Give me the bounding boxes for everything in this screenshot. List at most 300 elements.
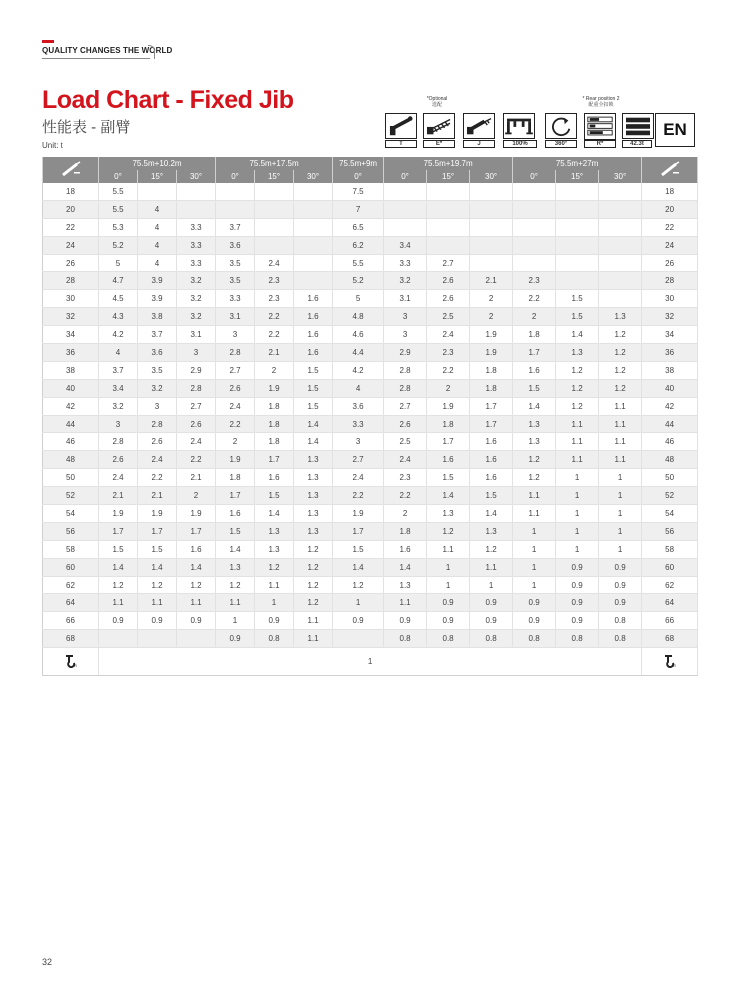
load-cell: 2.4	[99, 469, 138, 487]
load-cell: 6.2	[333, 236, 384, 254]
load-cell: 1.2	[599, 344, 642, 362]
load-cell: 0.9	[556, 612, 599, 630]
table-row	[43, 308, 698, 326]
load-cell: 0.9	[513, 594, 556, 612]
load-cell: 1.6	[294, 344, 333, 362]
angle-header: 15°	[556, 170, 599, 183]
load-cell: 3.7	[99, 361, 138, 379]
load-cell	[599, 200, 642, 218]
load-cell	[294, 218, 333, 236]
load-cell: 2.3	[255, 272, 294, 290]
load-cell: 2.1	[177, 469, 216, 487]
load-cell: 1.7	[470, 397, 513, 415]
radius-cell: 42	[642, 397, 698, 415]
load-cell: 1.1	[384, 594, 427, 612]
table-row	[43, 576, 698, 594]
radius-cell: 66	[43, 612, 99, 630]
load-cell: 1.1	[599, 415, 642, 433]
load-cell: 2.9	[177, 361, 216, 379]
page-subtitle: 性能表 - 副臂	[42, 119, 131, 136]
load-cell: 3.8	[138, 308, 177, 326]
table-row	[43, 469, 698, 487]
load-cell: 0.9	[177, 612, 216, 630]
load-cell: 1.2	[556, 379, 599, 397]
angle-header: 0°	[99, 170, 138, 183]
load-cell: 1.1	[556, 433, 599, 451]
load-cell: 1.7	[138, 522, 177, 540]
load-cell: 0.9	[470, 594, 513, 612]
load-cell	[470, 200, 513, 218]
table-row	[43, 451, 698, 469]
radius-cell: 26	[642, 254, 698, 272]
load-cell: 1.4	[427, 487, 470, 505]
load-cell: 3.3	[384, 254, 427, 272]
radius-cell: 40	[642, 379, 698, 397]
load-cell: 5.2	[333, 272, 384, 290]
load-cell: 2	[470, 290, 513, 308]
load-cell: 1.6	[294, 326, 333, 344]
load-cell: 1.1	[294, 630, 333, 648]
load-cell: 1.1	[177, 594, 216, 612]
load-cell: 3.5	[216, 254, 255, 272]
load-cell: 1.1	[427, 540, 470, 558]
load-cell: 3.7	[138, 326, 177, 344]
load-cell	[556, 254, 599, 272]
radius-cell: 62	[43, 576, 99, 594]
load-cell	[294, 236, 333, 254]
table-row	[43, 505, 698, 523]
load-cell: 4	[138, 236, 177, 254]
load-cell: 0.9	[99, 612, 138, 630]
load-cell: 3.6	[333, 397, 384, 415]
angle-header: 30°	[294, 170, 333, 183]
load-cell: 1	[556, 505, 599, 523]
table-row	[43, 361, 698, 379]
load-cell: 1.3	[470, 522, 513, 540]
brand-underline	[42, 58, 150, 59]
load-cell: 1.8	[255, 397, 294, 415]
angle-header: 0°	[384, 170, 427, 183]
radius-cell: 22	[43, 218, 99, 236]
load-cell	[294, 200, 333, 218]
load-cell: 1.2	[470, 540, 513, 558]
radius-cell: 26	[43, 254, 99, 272]
load-cell: 3.5	[138, 361, 177, 379]
load-cell: 2	[384, 505, 427, 523]
page-number: 32	[42, 957, 53, 967]
load-cell: 1	[599, 522, 642, 540]
load-cell: 1.4	[333, 558, 384, 576]
radius-cell: 40	[43, 379, 99, 397]
load-cell: 4.4	[333, 344, 384, 362]
table-row	[43, 415, 698, 433]
load-cell: 1.4	[138, 558, 177, 576]
load-cell: 3	[177, 344, 216, 362]
load-cell	[556, 183, 599, 200]
load-cell: 1	[333, 594, 384, 612]
load-cell: 1.3	[513, 433, 556, 451]
load-cell: 2.3	[427, 344, 470, 362]
load-cell	[599, 236, 642, 254]
load-cell: 3.2	[177, 290, 216, 308]
angle-header: 0°	[333, 170, 384, 183]
load-cell: 0.8	[384, 630, 427, 648]
load-cell: 1.3	[294, 469, 333, 487]
load-cell: 5.5	[333, 254, 384, 272]
load-cell: 3.1	[216, 308, 255, 326]
load-cell: 1.2	[599, 326, 642, 344]
load-cell: 1	[427, 576, 470, 594]
load-cell: 2.6	[427, 290, 470, 308]
load-cell: 3	[216, 326, 255, 344]
load-cell: 1.2	[294, 558, 333, 576]
load-cell: 1.1	[556, 451, 599, 469]
radius-cell: 52	[642, 487, 698, 505]
load-cell: 1.1	[255, 576, 294, 594]
load-cell	[138, 183, 177, 200]
load-cell	[470, 236, 513, 254]
load-cell: 1.7	[216, 487, 255, 505]
radius-cell: 24	[642, 236, 698, 254]
radius-cell: 64	[43, 594, 99, 612]
load-cell: 4	[138, 254, 177, 272]
load-cell: 1.3	[427, 505, 470, 523]
load-cell: 1.6	[294, 308, 333, 326]
load-cell: 1.2	[177, 576, 216, 594]
label-counterweight-position: R*	[584, 140, 616, 148]
load-cell: 2.8	[138, 415, 177, 433]
load-cell: 1	[556, 487, 599, 505]
load-cell: 1.5	[294, 397, 333, 415]
load-cell: 1.2	[427, 522, 470, 540]
brand-slogan: QUALITY CHANGES THE WORLD	[42, 46, 173, 55]
group-header: 75.5m+27m	[513, 157, 642, 170]
load-cell	[599, 272, 642, 290]
hook-block-icon	[385, 113, 417, 139]
load-cell: 5	[99, 254, 138, 272]
load-cell: 3.4	[99, 379, 138, 397]
load-cell: 4.5	[99, 290, 138, 308]
load-cell: 0.8	[255, 630, 294, 648]
load-cell: 1.7	[513, 344, 556, 362]
load-cell: 2.8	[99, 433, 138, 451]
radius-cell: 32	[642, 308, 698, 326]
load-cell	[255, 183, 294, 200]
load-cell: 1.9	[427, 397, 470, 415]
load-cell: 1.3	[216, 558, 255, 576]
load-cell: 1.2	[99, 576, 138, 594]
corner-boom-icon-right	[642, 157, 698, 183]
angle-header: 30°	[470, 170, 513, 183]
group-header: 75.5m+17.5m	[216, 157, 333, 170]
load-cell: 1.8	[255, 433, 294, 451]
load-cell: 4.3	[99, 308, 138, 326]
load-cell: 1.3	[556, 344, 599, 362]
load-cell: 2	[513, 308, 556, 326]
load-cell: 1.1	[599, 433, 642, 451]
load-cell: 2.6	[99, 451, 138, 469]
load-cell: 4	[99, 344, 138, 362]
load-cell: 1.9	[216, 451, 255, 469]
load-cell	[294, 183, 333, 200]
load-cell: 3	[384, 308, 427, 326]
load-cell: 3.3	[333, 415, 384, 433]
load-cell: 2.7	[216, 361, 255, 379]
load-cell: 1.9	[470, 344, 513, 362]
load-cell: 1.5	[216, 522, 255, 540]
radius-cell: 38	[642, 361, 698, 379]
table-row	[43, 612, 698, 630]
load-cell: 2.8	[216, 344, 255, 362]
load-cell: 7	[333, 200, 384, 218]
load-cell: 1.6	[216, 505, 255, 523]
load-cell: 4.2	[99, 326, 138, 344]
load-cell: 3	[99, 415, 138, 433]
load-cell	[255, 200, 294, 218]
load-cell: 1.8	[470, 379, 513, 397]
load-cell: 1.5	[255, 487, 294, 505]
load-cell: 5.3	[99, 218, 138, 236]
load-cell: 3.2	[99, 397, 138, 415]
load-cell	[513, 236, 556, 254]
radius-cell: 46	[642, 433, 698, 451]
radius-cell: 32	[43, 308, 99, 326]
load-cell	[384, 183, 427, 200]
load-cell: 1.1	[216, 594, 255, 612]
rear-position-note: * Rear position 2 配重全扣锁	[582, 96, 620, 108]
radius-cell: 60	[642, 558, 698, 576]
load-cell: 1.3	[294, 487, 333, 505]
outrigger-icon	[503, 113, 535, 139]
load-cell: 6.5	[333, 218, 384, 236]
load-cell: 1	[599, 469, 642, 487]
load-cell: 1	[556, 522, 599, 540]
load-cell: 2.3	[255, 290, 294, 308]
load-cell: 1	[556, 540, 599, 558]
load-cell: 1.5	[138, 540, 177, 558]
load-cell: 1.4	[216, 540, 255, 558]
load-cell	[177, 183, 216, 200]
load-cell: 0.9	[427, 612, 470, 630]
angle-header: 0°	[216, 170, 255, 183]
load-cell: 5	[333, 290, 384, 308]
load-cell: 2.1	[470, 272, 513, 290]
load-cell: 1.2	[294, 576, 333, 594]
load-cell: 2.5	[384, 433, 427, 451]
load-cell: 0.9	[599, 558, 642, 576]
load-cell: 3	[333, 433, 384, 451]
radius-cell: 22	[642, 218, 698, 236]
load-cell: 1.3	[294, 505, 333, 523]
label-jib: J	[463, 140, 495, 148]
radius-cell: 34	[43, 326, 99, 344]
load-cell: 1.7	[333, 522, 384, 540]
load-cell: 1.6	[470, 433, 513, 451]
radius-cell: 48	[642, 451, 698, 469]
load-chart-table	[42, 157, 695, 676]
table-row	[43, 433, 698, 451]
load-cell: 1.9	[177, 505, 216, 523]
table-row	[43, 326, 698, 344]
load-cell: 1.5	[294, 361, 333, 379]
load-cell: 1.1	[470, 558, 513, 576]
radius-cell: 58	[642, 540, 698, 558]
load-cell: 4.2	[333, 361, 384, 379]
load-cell: 2	[216, 433, 255, 451]
load-cell: 2.8	[384, 379, 427, 397]
load-cell	[599, 254, 642, 272]
load-cell: 2.2	[384, 487, 427, 505]
load-cell: 1.4	[513, 397, 556, 415]
load-cell: 1.9	[470, 326, 513, 344]
radius-cell: 30	[43, 290, 99, 308]
load-cell: 1.1	[138, 594, 177, 612]
load-cell	[255, 236, 294, 254]
load-cell: 2.4	[384, 451, 427, 469]
load-cell: 2.6	[384, 415, 427, 433]
footer-hook-icon-left	[43, 648, 99, 676]
load-cell: 1.3	[255, 522, 294, 540]
load-cell: 1.8	[384, 522, 427, 540]
load-cell: 2.2	[513, 290, 556, 308]
load-cell: 1	[513, 558, 556, 576]
load-cell	[216, 183, 255, 200]
load-cell: 0.9	[427, 594, 470, 612]
load-cell	[556, 236, 599, 254]
load-cell: 2.6	[138, 433, 177, 451]
load-cell: 2.8	[177, 379, 216, 397]
radius-cell: 66	[642, 612, 698, 630]
load-cell	[427, 200, 470, 218]
table-row	[43, 290, 698, 308]
load-cell: 2.4	[177, 433, 216, 451]
load-cell: 1.1	[99, 594, 138, 612]
load-cell: 2.2	[216, 415, 255, 433]
load-cell: 1.5	[294, 379, 333, 397]
load-cell: 1	[599, 487, 642, 505]
load-cell: 1.1	[513, 505, 556, 523]
table-row	[43, 254, 698, 272]
load-cell: 1.3	[294, 522, 333, 540]
radius-cell: 36	[642, 344, 698, 362]
load-cell: 3.1	[177, 326, 216, 344]
load-cell	[599, 183, 642, 200]
load-cell: 1.5	[333, 540, 384, 558]
load-cell	[599, 218, 642, 236]
radius-cell: 18	[43, 183, 99, 200]
load-cell: 3.2	[384, 272, 427, 290]
load-cell: 1.5	[513, 379, 556, 397]
svg-text:R: R	[672, 662, 676, 668]
load-cell: 1.5	[427, 469, 470, 487]
load-cell: 7.5	[333, 183, 384, 200]
load-cell: 3.4	[384, 236, 427, 254]
radius-cell: 24	[43, 236, 99, 254]
radius-cell: 38	[43, 361, 99, 379]
table-row	[43, 200, 698, 218]
counterweight-stack-icon	[622, 113, 654, 139]
load-cell: 0.8	[470, 630, 513, 648]
load-cell: 2.7	[384, 397, 427, 415]
load-cell	[255, 218, 294, 236]
radius-cell: 42	[43, 397, 99, 415]
load-cell: 1	[513, 540, 556, 558]
load-cell: 2.5	[427, 308, 470, 326]
optional-note: *Optional 选配	[426, 96, 448, 108]
load-cell: 5.5	[99, 183, 138, 200]
load-cell: 1.8	[255, 415, 294, 433]
table-row	[43, 236, 698, 254]
load-cell: 1.6	[255, 469, 294, 487]
load-cell: 1.5	[556, 290, 599, 308]
load-cell: 1.7	[177, 522, 216, 540]
load-cell: 2.4	[138, 451, 177, 469]
load-cell: 1.6	[427, 451, 470, 469]
load-cell	[384, 218, 427, 236]
load-cell: 1.8	[427, 415, 470, 433]
radius-cell: 20	[642, 200, 698, 218]
load-cell	[470, 254, 513, 272]
radius-cell: 60	[43, 558, 99, 576]
load-cell: 1	[513, 522, 556, 540]
table-row	[43, 487, 698, 505]
radius-cell: 30	[642, 290, 698, 308]
load-cell: 5.5	[99, 200, 138, 218]
load-cell: 4.8	[333, 308, 384, 326]
load-cell: 2.1	[138, 487, 177, 505]
page-title: Load Chart - Fixed Jib	[42, 86, 294, 114]
group-header: 75.5m+9m	[333, 157, 384, 170]
load-cell: 2.4	[333, 469, 384, 487]
radius-cell: 28	[642, 272, 698, 290]
load-cell: 4.7	[99, 272, 138, 290]
load-cell: 0.9	[556, 594, 599, 612]
group-header: 75.5m+19.7m	[384, 157, 513, 170]
radius-cell: 64	[642, 594, 698, 612]
load-cell	[333, 630, 384, 648]
load-cell: 1.7	[255, 451, 294, 469]
load-cell: 1	[599, 505, 642, 523]
radius-cell: 36	[43, 344, 99, 362]
load-cell: 1	[216, 612, 255, 630]
load-cell: 4	[138, 200, 177, 218]
load-cell	[513, 254, 556, 272]
table-row	[43, 630, 698, 648]
load-cell: 0.8	[599, 612, 642, 630]
load-cell: 1.6	[384, 540, 427, 558]
load-cell: 2.1	[99, 487, 138, 505]
radius-cell: 50	[43, 469, 99, 487]
label-extension: E*	[423, 140, 455, 148]
radius-cell: 68	[642, 630, 698, 648]
load-cell: 3.3	[177, 254, 216, 272]
radius-cell: 52	[43, 487, 99, 505]
load-cell: 3.9	[138, 290, 177, 308]
angle-header: 0°	[513, 170, 556, 183]
load-cell: 2	[470, 308, 513, 326]
radius-cell: 20	[43, 200, 99, 218]
radius-cell: 34	[642, 326, 698, 344]
load-cell: 2.6	[177, 415, 216, 433]
load-cell: 1.4	[384, 558, 427, 576]
table-row	[43, 594, 698, 612]
radius-cell: 54	[642, 505, 698, 523]
load-cell	[513, 200, 556, 218]
load-cell: 1.2	[513, 451, 556, 469]
load-cell: 1	[513, 576, 556, 594]
load-cell: 2.4	[216, 397, 255, 415]
load-cell: 3.9	[138, 272, 177, 290]
